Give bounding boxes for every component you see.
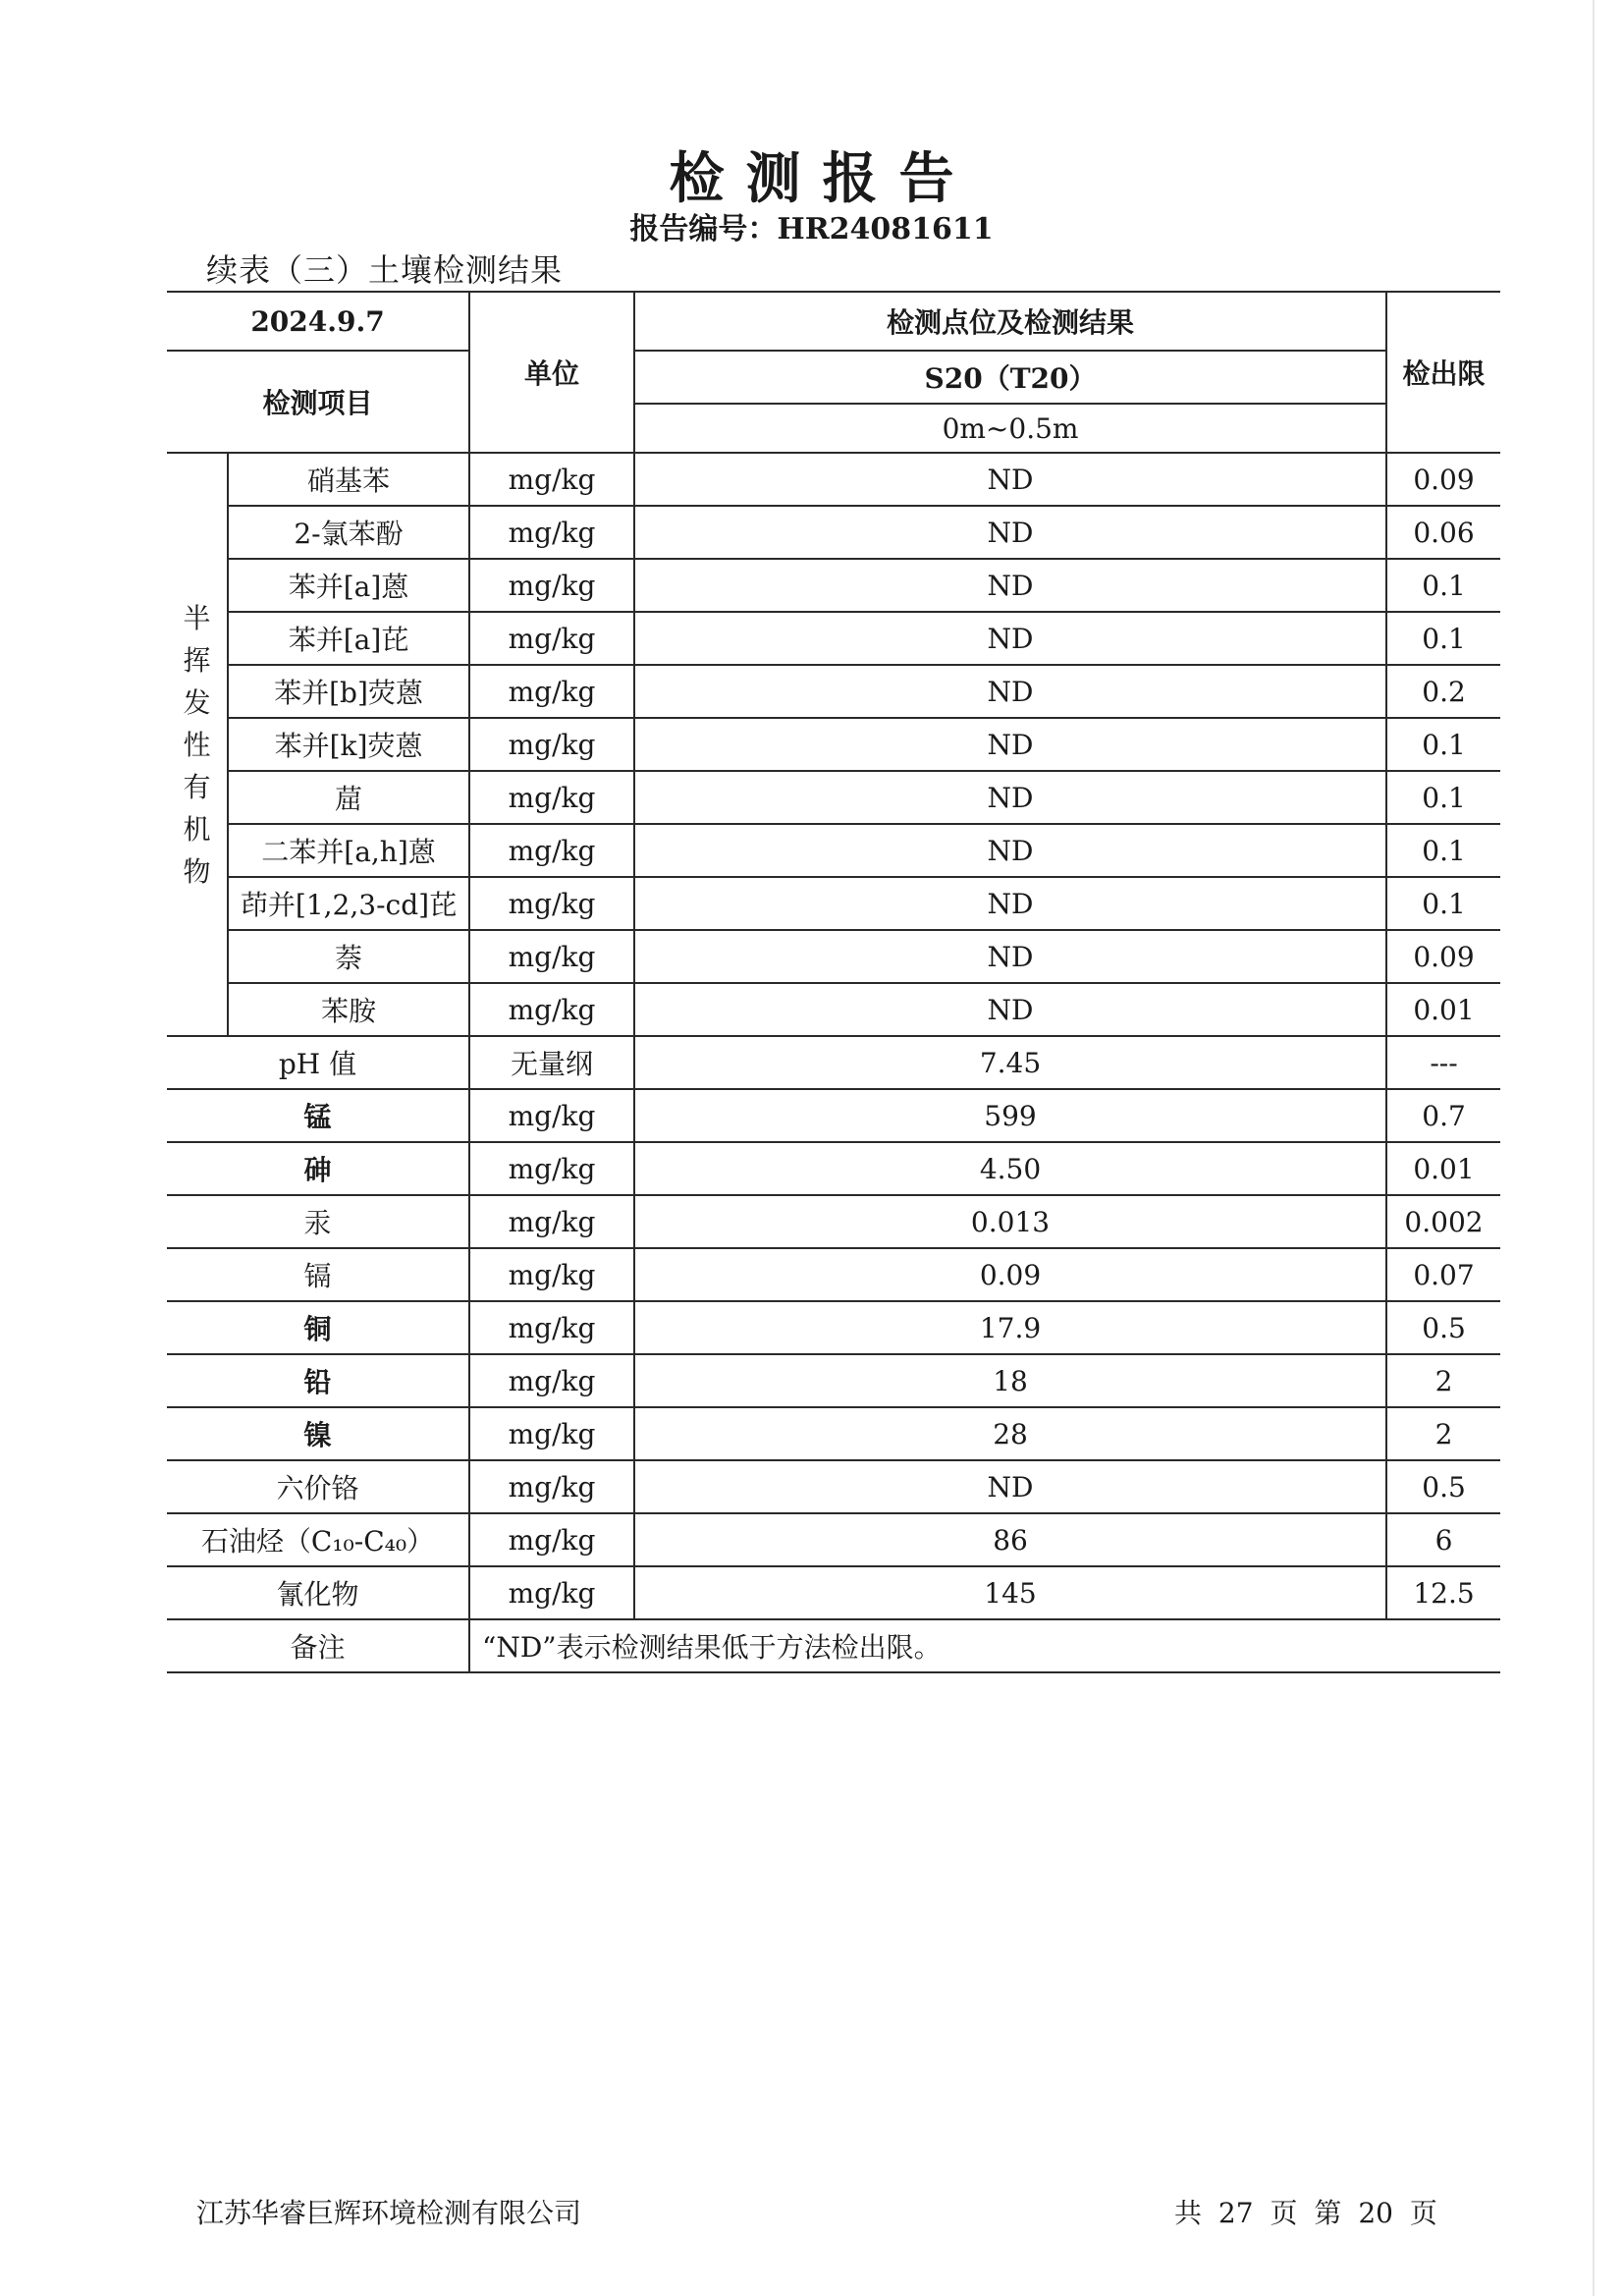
table-row [167, 824, 1500, 877]
limit-cell: 0.2 [1386, 665, 1500, 718]
result-cell: ND [634, 877, 1386, 930]
limit-cell: 0.7 [1386, 1089, 1500, 1142]
result-cell: ND [634, 559, 1386, 612]
result-cell: ND [634, 1460, 1386, 1513]
result-cell: 17.9 [634, 1301, 1386, 1354]
table-row [167, 771, 1500, 824]
table-row [167, 453, 1500, 506]
limit-cell: 0.09 [1386, 453, 1500, 506]
unit-cell: mg/kg [469, 1301, 634, 1354]
item-cell: 苯并[a]芘 [228, 612, 469, 665]
group-label-char: 机 [183, 812, 211, 846]
table-row [167, 665, 1500, 718]
report-number: 报告编号：HR24081611 [629, 212, 994, 246]
item-cell: 2-氯苯酚 [228, 506, 469, 559]
unit-cell: mg/kg [469, 1566, 634, 1619]
unit-cell: mg/kg [469, 877, 634, 930]
item-cell: 镉 [167, 1248, 469, 1301]
table-row [167, 1354, 1500, 1407]
depth-header: 0m~0.5m [634, 404, 1386, 453]
table-row [167, 1195, 1500, 1248]
item-cell: 茚并[1,2,3-cd]芘 [228, 877, 469, 930]
unit-cell: mg/kg [469, 1407, 634, 1460]
table-row [167, 983, 1500, 1036]
unit-cell: mg/kg [469, 1248, 634, 1301]
limit-cell: 0.5 [1386, 1301, 1500, 1354]
page-word: 页 [1270, 2197, 1298, 2229]
limit-cell: 2 [1386, 1407, 1500, 1460]
table-row [167, 559, 1500, 612]
result-cell: ND [634, 983, 1386, 1036]
item-cell: 苯胺 [228, 983, 469, 1036]
header-row-2 [167, 351, 1500, 404]
result-cell: 7.45 [634, 1036, 1386, 1089]
table-row [167, 1566, 1500, 1619]
current-prefix: 第 [1314, 2197, 1342, 2229]
table-row [167, 1142, 1500, 1195]
unit-cell: mg/kg [469, 1195, 634, 1248]
result-cell: ND [634, 612, 1386, 665]
limit-cell: 0.5 [1386, 1460, 1500, 1513]
soil-results-table [167, 291, 1500, 1673]
total-pages: 27 [1217, 2197, 1254, 2229]
unit-cell: mg/kg [469, 1142, 634, 1195]
item-cell: pH 值 [167, 1036, 469, 1089]
item-cell: 苯并[a]蒽 [228, 559, 469, 612]
limit-header: 检出限 [1386, 292, 1500, 453]
limit-cell: 6 [1386, 1513, 1500, 1566]
table-row [167, 1248, 1500, 1301]
result-cell: 599 [634, 1089, 1386, 1142]
item-cell: 硝基苯 [228, 453, 469, 506]
item-cell: 䓛 [228, 771, 469, 824]
result-cell: 86 [634, 1513, 1386, 1566]
result-cell: 0.09 [634, 1248, 1386, 1301]
table-row [167, 506, 1500, 559]
unit-cell: mg/kg [469, 1089, 634, 1142]
unit-cell: mg/kg [469, 1354, 634, 1407]
group-label-char: 半 [183, 601, 211, 634]
item-cell: 镍 [167, 1407, 469, 1460]
item-cell: 汞 [167, 1195, 469, 1248]
result-cell: ND [634, 824, 1386, 877]
unit-cell: mg/kg [469, 824, 634, 877]
unit-cell: mg/kg [469, 718, 634, 771]
limit-cell: --- [1386, 1036, 1500, 1089]
remark-text: “ND”表示检测结果低于方法检出限。 [469, 1619, 1500, 1672]
item-cell: 苯并[b]荧蒽 [228, 665, 469, 718]
result-cell: 28 [634, 1407, 1386, 1460]
group-label-cell [167, 453, 228, 1036]
group-label-char: 性 [183, 728, 211, 761]
table-row [167, 1460, 1500, 1513]
item-cell: 萘 [228, 930, 469, 983]
item-cell: 砷 [167, 1142, 469, 1195]
limit-cell: 0.01 [1386, 1142, 1500, 1195]
unit-header: 单位 [469, 292, 634, 453]
result-cell: ND [634, 718, 1386, 771]
unit-cell: mg/kg [469, 1513, 634, 1566]
group-label-char: 发 [183, 685, 211, 719]
result-cell: ND [634, 771, 1386, 824]
table-row [167, 930, 1500, 983]
remark-row [167, 1619, 1500, 1672]
result-cell: ND [634, 665, 1386, 718]
page-title: 检测报告 [669, 146, 976, 211]
result-cell: ND [634, 930, 1386, 983]
table-row [167, 718, 1500, 771]
table-row [167, 1407, 1500, 1460]
unit-cell: mg/kg [469, 983, 634, 1036]
limit-cell: 0.07 [1386, 1248, 1500, 1301]
remark-label: 备注 [167, 1619, 469, 1672]
table-row [167, 1089, 1500, 1142]
current-suffix: 页 [1409, 2197, 1437, 2229]
limit-cell: 0.002 [1386, 1195, 1500, 1248]
result-cell: ND [634, 453, 1386, 506]
result-header: 检测点位及检测结果 [634, 292, 1386, 351]
table-subtitle: 续表（三）土壤检测结果 [206, 251, 564, 289]
unit-cell: mg/kg [469, 559, 634, 612]
result-cell: 0.013 [634, 1195, 1386, 1248]
date-cell: 2024.9.7 [167, 292, 469, 351]
unit-cell: mg/kg [469, 453, 634, 506]
item-cell: 铅 [167, 1354, 469, 1407]
item-cell: 石油烃（C₁₀-C₄₀） [167, 1513, 469, 1566]
page-indicator [1174, 2192, 1445, 2231]
item-cell: 锰 [167, 1089, 469, 1142]
table-row [167, 1036, 1500, 1089]
result-cell: 145 [634, 1566, 1386, 1619]
limit-cell: 0.09 [1386, 930, 1500, 983]
point-header: S20（T20） [634, 351, 1386, 404]
current-page: 20 [1358, 2197, 1393, 2229]
group-label-char: 物 [183, 854, 211, 888]
table-row [167, 1301, 1500, 1354]
limit-cell: 0.06 [1386, 506, 1500, 559]
item-cell: 氰化物 [167, 1566, 469, 1619]
group-label-char: 挥 [183, 643, 211, 677]
result-cell: 4.50 [634, 1142, 1386, 1195]
page-edge [1593, 0, 1595, 2296]
limit-cell: 0.01 [1386, 983, 1500, 1036]
limit-cell: 2 [1386, 1354, 1500, 1407]
unit-cell: mg/kg [469, 1460, 634, 1513]
table-row [167, 1513, 1500, 1566]
table-row [167, 877, 1500, 930]
limit-cell: 0.1 [1386, 824, 1500, 877]
result-cell: 18 [634, 1354, 1386, 1407]
unit-cell: mg/kg [469, 612, 634, 665]
table-row [167, 612, 1500, 665]
limit-cell: 0.1 [1386, 612, 1500, 665]
limit-cell: 0.1 [1386, 559, 1500, 612]
limit-cell: 0.1 [1386, 771, 1500, 824]
limit-cell: 12.5 [1386, 1566, 1500, 1619]
unit-cell: mg/kg [469, 665, 634, 718]
item-cell: 二苯并[a,h]蒽 [228, 824, 469, 877]
company-name: 江苏华睿巨辉环境检测有限公司 [196, 2197, 582, 2229]
item-cell: 六价铬 [167, 1460, 469, 1513]
item-cell: 苯并[k]荧蒽 [228, 718, 469, 771]
unit-cell: 无量纲 [469, 1036, 634, 1089]
result-cell: ND [634, 506, 1386, 559]
item-header: 检测项目 [167, 351, 469, 453]
total-prefix: 共 [1174, 2197, 1203, 2229]
header-row-1 [167, 292, 1500, 351]
group-label-char: 有 [183, 770, 211, 803]
unit-cell: mg/kg [469, 506, 634, 559]
unit-cell: mg/kg [469, 930, 634, 983]
limit-cell: 0.1 [1386, 718, 1500, 771]
limit-cell: 0.1 [1386, 877, 1500, 930]
item-cell: 铜 [167, 1301, 469, 1354]
unit-cell: mg/kg [469, 771, 634, 824]
